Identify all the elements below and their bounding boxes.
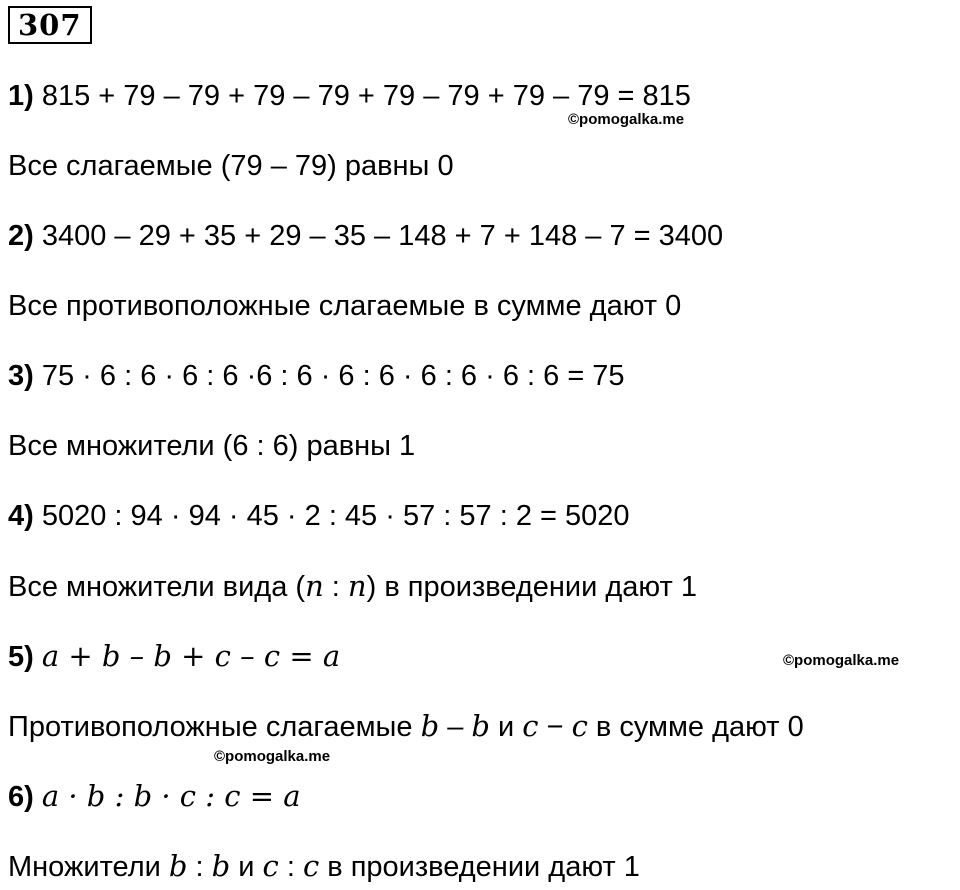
item-1-explanation: Все слагаемые (79 – 79) равны 0	[8, 150, 454, 182]
item-1-expression-line	[8, 76, 691, 116]
item-6-expression: a · b : b · c : c = a	[41, 779, 301, 813]
item-5-var-b: b	[471, 709, 490, 743]
item-5-expression-line	[8, 636, 340, 677]
item-5-explanation-text: Противоположные слагаемые	[8, 711, 421, 743]
item-4-var-n: n	[305, 569, 324, 603]
item-6-var-b: b	[211, 849, 231, 883]
watermark: ©pomogalka.me	[568, 111, 685, 128]
watermark: ©pomogalka.me	[214, 748, 331, 765]
item-5-explanation	[8, 706, 804, 747]
item-6-explanation-text: в произведении дают 1	[319, 851, 640, 883]
item-5-explanation-text: −	[538, 711, 572, 743]
item-4-explanation-text: :	[323, 571, 348, 603]
item-6-explanation-text: и	[230, 851, 263, 883]
item-6-explanation-text: Множители	[8, 851, 169, 883]
item-3-explanation: Все множители (6 : 6) равны 1	[8, 430, 416, 462]
item-6-var-c: c	[262, 849, 279, 883]
item-1-expression: 815 + 79 – 79 + 79 – 79 + 79 – 79 + 79 – 79 = 815	[41, 80, 691, 112]
item-4-explanation-text: Все множители вида (	[8, 571, 306, 603]
item-4-expression: 5020 : 94 · 94 · 45 · 2 : 45 · 57 : 57 : 2 = 5020	[41, 500, 630, 532]
item-2-label: 2)	[8, 220, 34, 252]
item-3-expression-line	[8, 356, 625, 396]
item-2-expression-line	[8, 216, 723, 256]
item-6-label: 6)	[8, 781, 34, 813]
item-5-expression: a + b – b + c – c = a	[41, 639, 341, 673]
item-4-var-n: n	[347, 569, 367, 603]
item-4-explanation	[8, 566, 697, 607]
item-4-label: 4)	[8, 500, 34, 532]
item-5-explanation-text: в сумме дают 0	[587, 711, 804, 743]
watermark: ©pomogalka.me	[783, 652, 900, 669]
item-6-explanation-text: :	[278, 851, 303, 883]
item-5-var-c: c	[571, 709, 588, 743]
item-2-expression: 3400 – 29 + 35 + 29 – 35 – 148 + 7 + 148 – 7 = 3400	[41, 220, 724, 252]
item-5-var-c: c	[522, 709, 539, 743]
item-1-label: 1)	[8, 80, 34, 112]
item-5-explanation-text: –	[439, 711, 472, 743]
item-2-explanation: Все противоположные слагаемые в сумме дают 0	[8, 290, 682, 322]
item-5-var-b: b	[420, 709, 440, 743]
item-6-var-b: b	[168, 849, 188, 883]
problem-number-box: 307	[8, 6, 92, 44]
item-5-label: 5)	[8, 641, 34, 673]
item-3-label: 3)	[8, 360, 34, 392]
item-6-explanation	[8, 846, 640, 887]
item-6-explanation-text: :	[187, 851, 212, 883]
item-6-expression-line	[8, 776, 301, 817]
item-6-var-c: c	[302, 849, 320, 883]
item-5-explanation-text: и	[489, 711, 523, 743]
item-4-expression-line	[8, 496, 630, 536]
item-3-expression: 75 · 6 : 6 · 6 : 6 ·6 : 6 · 6 : 6 · 6 : 6 · 6 : 6 = 75	[41, 360, 625, 392]
item-4-explanation-text: ) в произведении дают 1	[366, 571, 697, 603]
